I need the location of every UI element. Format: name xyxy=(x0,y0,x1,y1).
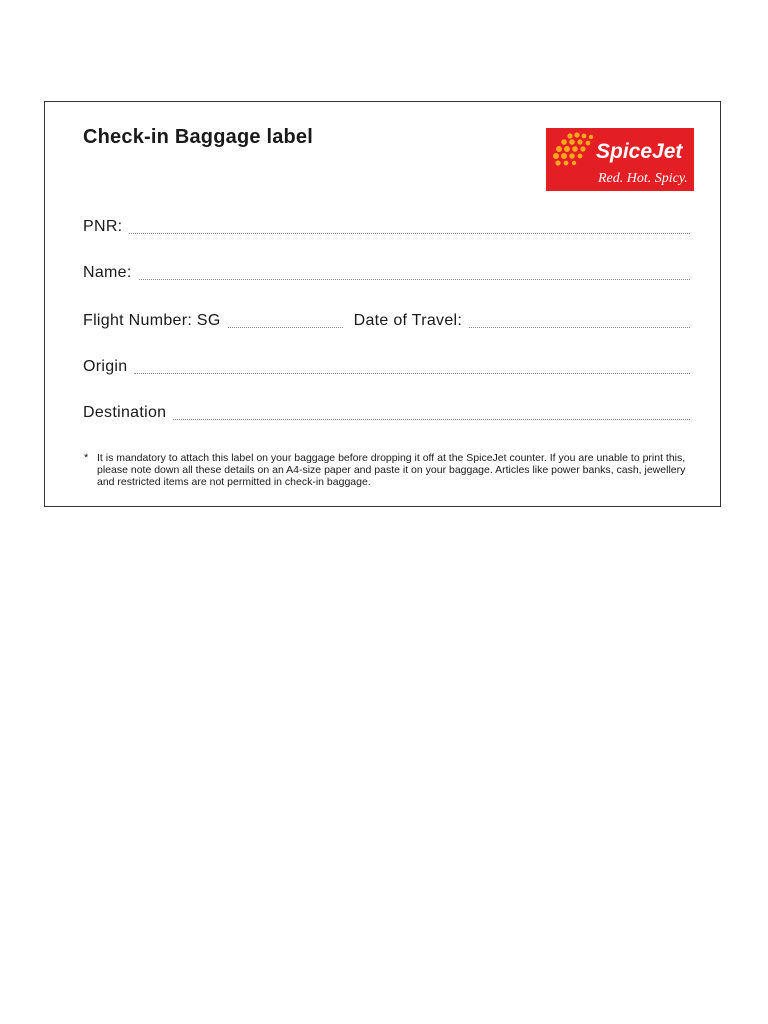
origin-field[interactable] xyxy=(83,353,690,377)
flight-date-row xyxy=(83,307,690,331)
logo-tagline-text: Red. Hot. Spicy. xyxy=(598,171,688,186)
pnr-line[interactable] xyxy=(129,232,690,234)
baggage-label-card xyxy=(44,101,721,507)
destination-field[interactable] xyxy=(83,399,690,423)
pnr-field[interactable] xyxy=(83,213,690,237)
note-text: It is mandatory to attach this label on your baggage before dropping it off at the SpiceJet counter. If you are unable to print this, please note down all these details on an A4-size paper and paste it on your baggage. Articles like power banks, cash, jewellery and restricted items are not permitted in check-in baggage. xyxy=(97,452,686,488)
destination-line[interactable] xyxy=(173,418,690,420)
date-of-travel-line[interactable] xyxy=(469,326,690,328)
pnr-label: PNR: xyxy=(83,218,123,235)
date-of-travel-label: Date of Travel: xyxy=(353,312,463,329)
destination-label: Destination xyxy=(83,404,167,421)
logo-brand-text: SpiceJet xyxy=(596,140,683,163)
label-title: Check-in Baggage label xyxy=(83,126,314,148)
spicejet-logo-graphic xyxy=(546,128,694,191)
note-asterisk: * xyxy=(84,452,89,464)
name-line[interactable] xyxy=(139,278,690,280)
mandatory-note xyxy=(84,452,694,488)
origin-line[interactable] xyxy=(134,372,690,374)
name-field[interactable] xyxy=(83,259,690,283)
name-label: Name: xyxy=(83,264,132,281)
origin-label: Origin xyxy=(83,358,128,375)
spicejet-logo xyxy=(546,128,694,191)
flight-number-label: Flight Number: SG xyxy=(83,312,221,329)
flight-number-line[interactable] xyxy=(228,326,343,328)
